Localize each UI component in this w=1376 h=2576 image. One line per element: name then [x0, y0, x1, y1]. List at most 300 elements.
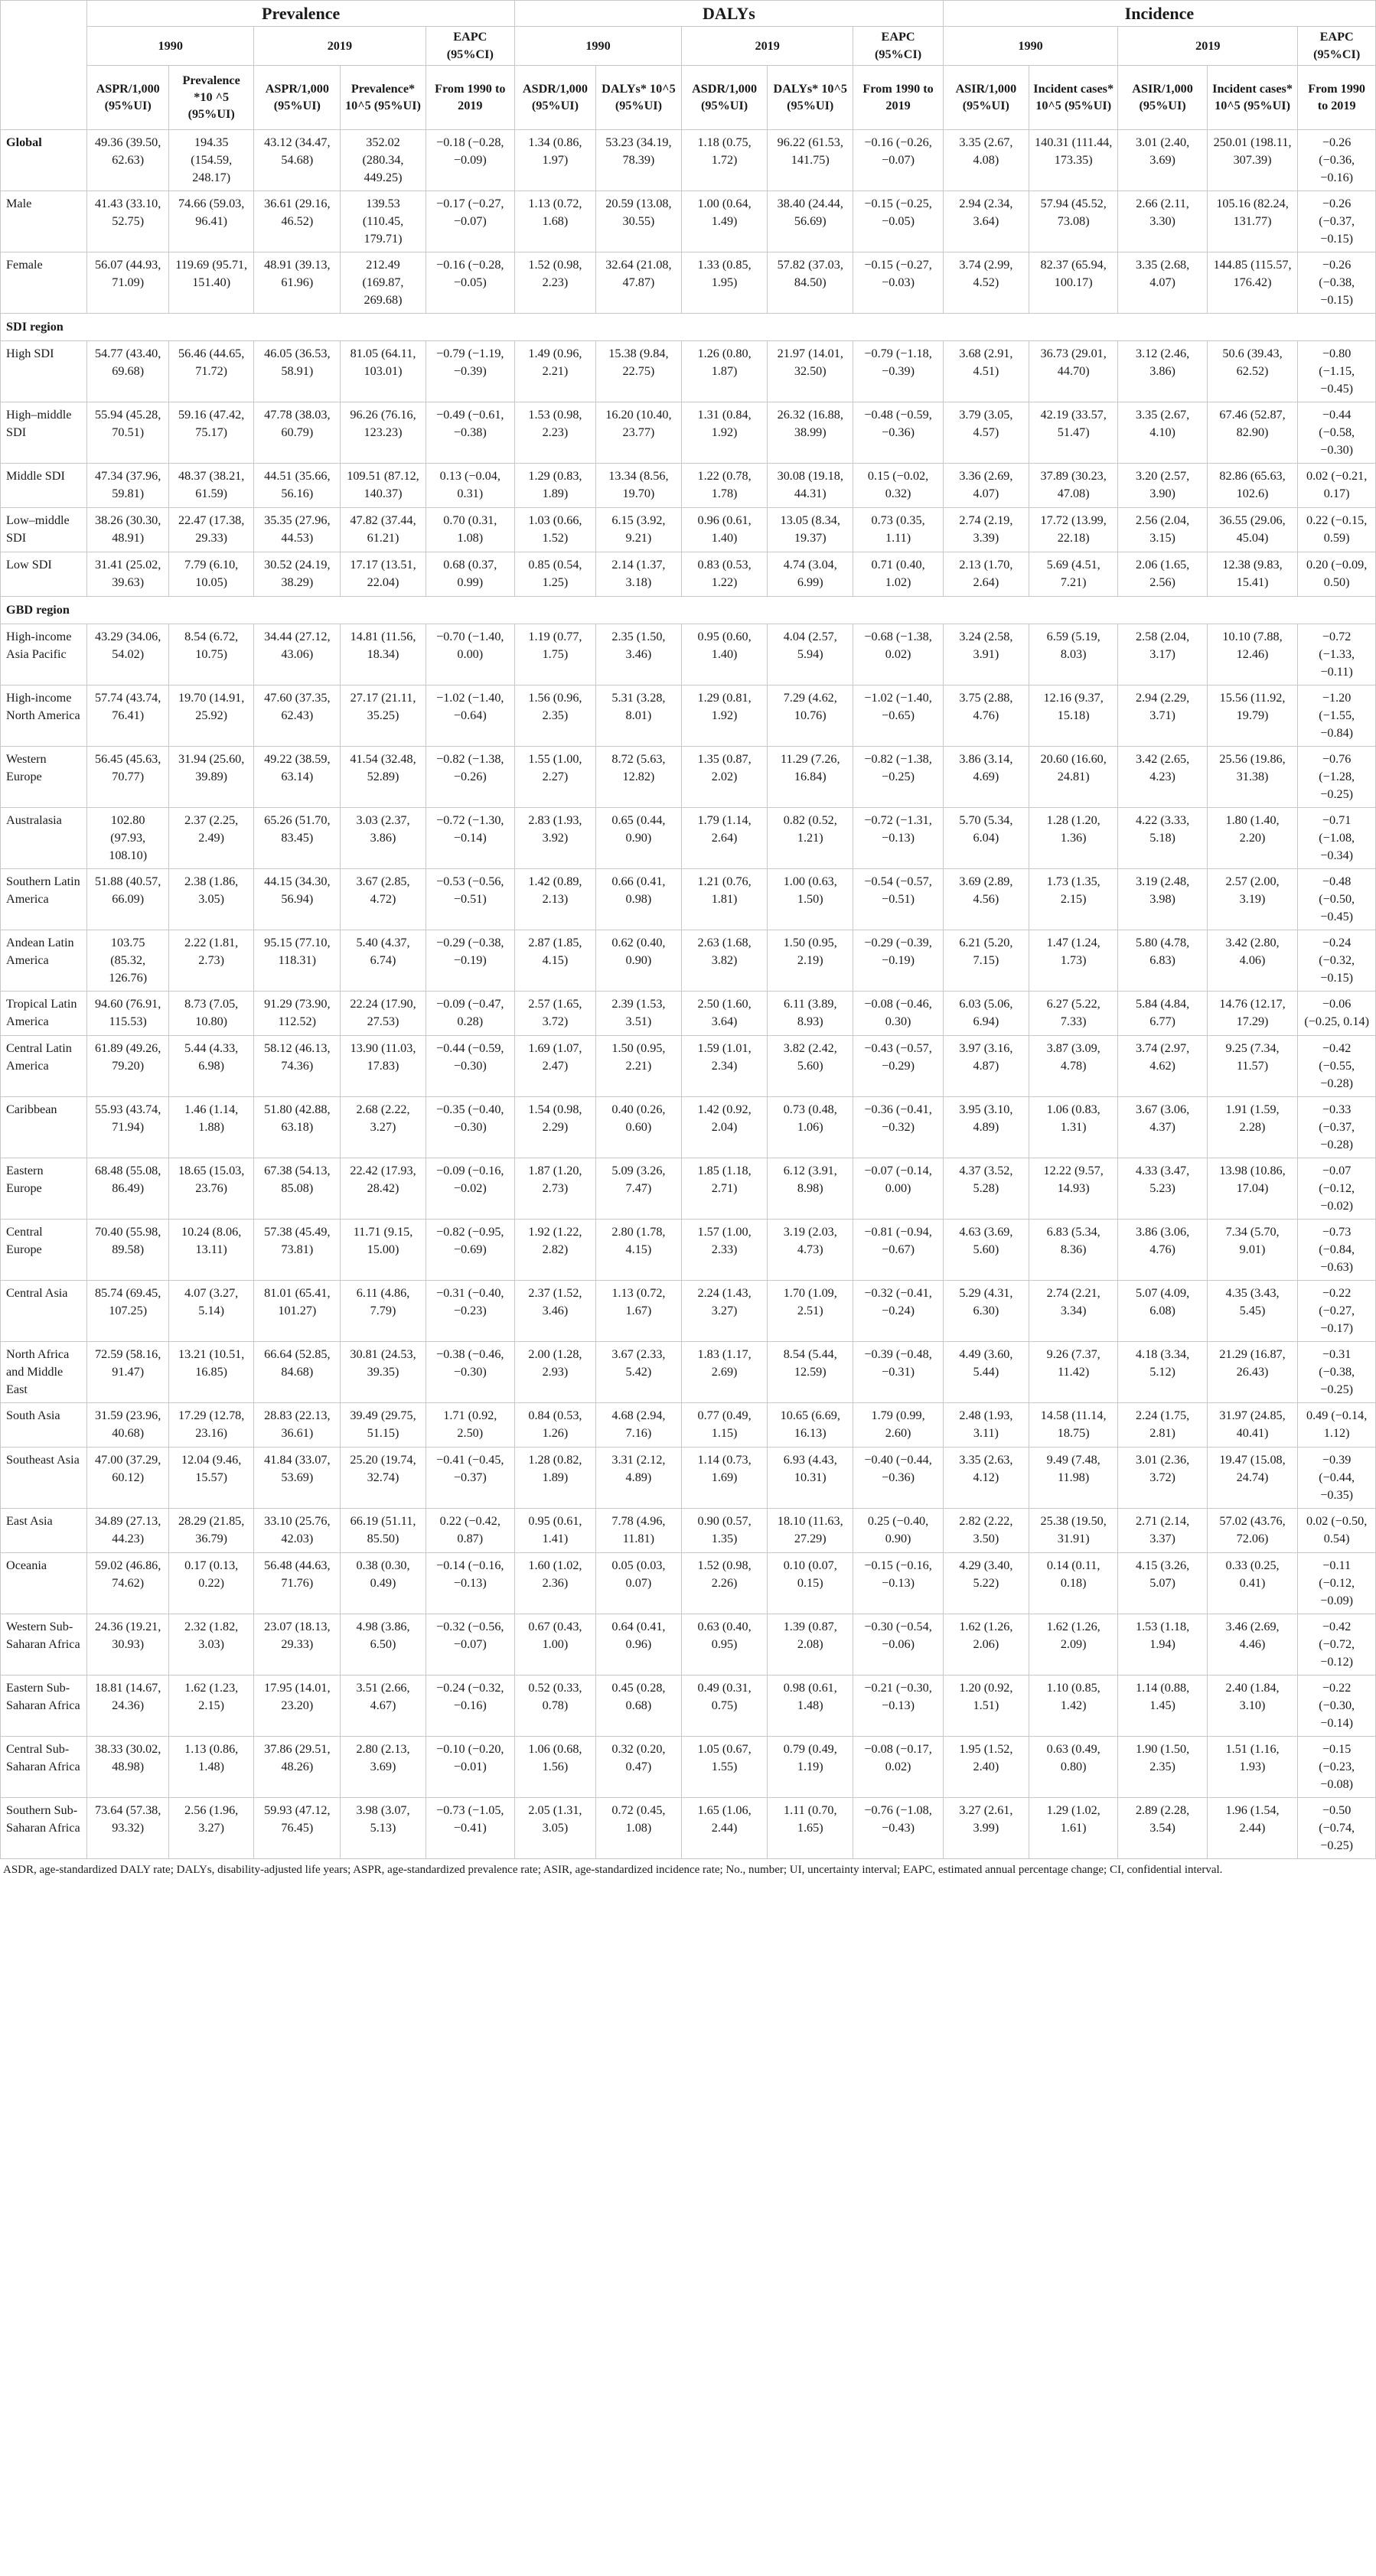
table-cell: 46.05 (36.53, 58.91) [254, 341, 341, 402]
table-cell: 1.28 (1.20, 1.36) [1029, 808, 1117, 869]
table-cell: 13.90 (11.03, 17.83) [341, 1036, 426, 1097]
table-cell: −0.31 (−0.38, −0.25) [1298, 1342, 1376, 1403]
table-cell: 3.67 (2.33, 5.42) [595, 1342, 681, 1403]
table-cell: 66.19 (51.11, 85.50) [341, 1509, 426, 1553]
table-cell: 0.10 (0.07, 0.15) [768, 1553, 853, 1614]
table-cell: 3.20 (2.57, 3.90) [1118, 464, 1207, 508]
section-title: SDI region [1, 314, 1376, 341]
table-cell: 0.52 (0.33, 0.78) [515, 1676, 596, 1737]
table-cell: 22.42 (17.93, 28.42) [341, 1158, 426, 1220]
table-cell: −0.82 (−1.38, −0.26) [426, 747, 514, 808]
table-cell: −0.26 (−0.37, −0.15) [1298, 191, 1376, 252]
col-header: Incident cases* 10^5 (95%UI) [1207, 66, 1298, 130]
table-cell: 38.26 (30.30, 48.91) [87, 508, 169, 552]
table-cell: 32.64 (21.08, 47.87) [595, 252, 681, 314]
table-cell: 82.86 (65.63, 102.6) [1207, 464, 1298, 508]
table-cell: 1.28 (0.82, 1.89) [515, 1448, 596, 1509]
table-cell: −1.02 (−1.40, −0.64) [426, 686, 514, 747]
table-cell: 13.05 (8.34, 19.37) [768, 508, 853, 552]
table-cell: 42.19 (33.57, 51.47) [1029, 402, 1117, 464]
table-cell: 144.85 (115.57, 176.42) [1207, 252, 1298, 314]
table-cell: 30.52 (24.19, 38.29) [254, 552, 341, 597]
table-cell: 2.35 (1.50, 3.46) [595, 624, 681, 686]
table-cell: −0.15 (−0.27, −0.03) [853, 252, 943, 314]
table-cell: 61.89 (49.26, 79.20) [87, 1036, 169, 1097]
table-row [1, 1553, 1376, 1614]
table-cell: 36.73 (29.01, 44.70) [1029, 341, 1117, 402]
table-cell: 4.33 (3.47, 5.23) [1118, 1158, 1207, 1220]
table-cell: 27.17 (21.11, 35.25) [341, 686, 426, 747]
table-cell: 0.22 (−0.42, 0.87) [426, 1509, 514, 1553]
table-row [1, 747, 1376, 808]
row-label: High-income Asia Pacific [1, 624, 87, 686]
table-cell: 2.48 (1.93, 3.11) [943, 1403, 1029, 1448]
row-label: South Asia [1, 1403, 87, 1448]
row-label: Male [1, 191, 87, 252]
table-cell: 58.12 (46.13, 74.36) [254, 1036, 341, 1097]
table-cell: 3.19 (2.03, 4.73) [768, 1220, 853, 1281]
row-label: Southern Sub-Saharan Africa [1, 1798, 87, 1859]
table-cell: 1.42 (0.89, 2.13) [515, 869, 596, 930]
table-cell: 1.29 (1.02, 1.61) [1029, 1798, 1117, 1859]
table-cell: 1.06 (0.83, 1.31) [1029, 1097, 1117, 1158]
table-cell: −0.09 (−0.16, −0.02) [426, 1158, 514, 1220]
table-cell: 1.91 (1.59, 2.28) [1207, 1097, 1298, 1158]
table-cell: 6.59 (5.19, 8.03) [1029, 624, 1117, 686]
table-cell: −0.06 (−0.25, 0.14) [1298, 992, 1376, 1036]
table-cell: −0.08 (−0.17, 0.02) [853, 1737, 943, 1798]
table-cell: 5.80 (4.78, 6.83) [1118, 930, 1207, 992]
table-header [1, 1, 1376, 130]
section-title: GBD region [1, 597, 1376, 624]
table-cell: 15.56 (11.92, 19.79) [1207, 686, 1298, 747]
table-cell: 1.21 (0.76, 1.81) [682, 869, 768, 930]
col-header: From 1990 to 2019 [426, 66, 514, 130]
col-header: Prevalence* 10^5 (95%UI) [341, 66, 426, 130]
table-cell: 1.18 (0.75, 1.72) [682, 130, 768, 191]
table-cell: −0.16 (−0.26, −0.07) [853, 130, 943, 191]
table-cell: 20.60 (16.60, 24.81) [1029, 747, 1117, 808]
table-cell: 0.05 (0.03, 0.07) [595, 1553, 681, 1614]
table-cell: 30.81 (24.53, 39.35) [341, 1342, 426, 1403]
table-cell: 73.64 (57.38, 93.32) [87, 1798, 169, 1859]
col-header: Prevalence *10 ^5 (95%UI) [169, 66, 254, 130]
table-cell: 57.94 (45.52, 73.08) [1029, 191, 1117, 252]
table-cell: 17.29 (12.78, 23.16) [169, 1403, 254, 1448]
table-cell: 2.39 (1.53, 3.51) [595, 992, 681, 1036]
table-row [1, 191, 1376, 252]
table-row [1, 1798, 1376, 1859]
table-cell: 1.19 (0.77, 1.75) [515, 624, 596, 686]
table-cell: 2.63 (1.68, 3.82) [682, 930, 768, 992]
table-cell: 51.88 (40.57, 66.09) [87, 869, 169, 930]
table-cell: 2.83 (1.93, 3.92) [515, 808, 596, 869]
table-cell: −0.07 (−0.14, 0.00) [853, 1158, 943, 1220]
table-cell: 1.65 (1.06, 2.44) [682, 1798, 768, 1859]
table-cell: 5.07 (4.09, 6.08) [1118, 1281, 1207, 1342]
table-cell: 2.13 (1.70, 2.64) [943, 552, 1029, 597]
table-cell: 0.66 (0.41, 0.98) [595, 869, 681, 930]
table-row [1, 992, 1376, 1036]
table-cell: 26.32 (16.88, 38.99) [768, 402, 853, 464]
table-cell: −0.07 (−0.12, −0.02) [1298, 1158, 1376, 1220]
table-cell: 1.49 (0.96, 2.21) [515, 341, 596, 402]
table-cell: 3.35 (2.67, 4.10) [1118, 402, 1207, 464]
table-cell: 2.57 (2.00, 3.19) [1207, 869, 1298, 930]
table-cell: 0.96 (0.61, 1.40) [682, 508, 768, 552]
prev-eapc-header: EAPC (95%CI) [426, 27, 514, 66]
table-cell: 3.35 (2.68, 4.07) [1118, 252, 1207, 314]
table-cell: 1.50 (0.95, 2.19) [768, 930, 853, 992]
table-cell: −0.76 (−1.08, −0.43) [853, 1798, 943, 1859]
table-cell: 96.26 (76.16, 123.23) [341, 402, 426, 464]
table-cell: 2.06 (1.65, 2.56) [1118, 552, 1207, 597]
table-cell: 0.13 (−0.04, 0.31) [426, 464, 514, 508]
table-cell: 65.26 (51.70, 83.45) [254, 808, 341, 869]
corner-cell [1, 1, 87, 130]
table-cell: 1.34 (0.86, 1.97) [515, 130, 596, 191]
table-cell: 6.15 (3.92, 9.21) [595, 508, 681, 552]
table-cell: −0.18 (−0.28, −0.09) [426, 130, 514, 191]
table-cell: 0.70 (0.31, 1.08) [426, 508, 514, 552]
table-cell: 4.07 (3.27, 5.14) [169, 1281, 254, 1342]
table-cell: −0.16 (−0.28, −0.05) [426, 252, 514, 314]
table-cell: 1.26 (0.80, 1.87) [682, 341, 768, 402]
table-cell: −0.17 (−0.27, −0.07) [426, 191, 514, 252]
table-cell: 1.29 (0.81, 1.92) [682, 686, 768, 747]
table-cell: −0.24 (−0.32, −0.15) [1298, 930, 1376, 992]
col-header: Incident cases* 10^5 (95%UI) [1029, 66, 1117, 130]
table-cell: 41.54 (32.48, 52.89) [341, 747, 426, 808]
table-cell: 0.62 (0.40, 0.90) [595, 930, 681, 992]
table-cell: 67.38 (54.13, 85.08) [254, 1158, 341, 1220]
table-cell: 0.73 (0.35, 1.11) [853, 508, 943, 552]
table-cell: −0.11 (−0.12, −0.09) [1298, 1553, 1376, 1614]
table-cell: 18.10 (11.63, 27.29) [768, 1509, 853, 1553]
table-cell: 81.05 (64.11, 103.01) [341, 341, 426, 402]
table-cell: 21.29 (16.87, 26.43) [1207, 1342, 1298, 1403]
table-cell: 43.29 (34.06, 54.02) [87, 624, 169, 686]
table-cell: 0.38 (0.30, 0.49) [341, 1553, 426, 1614]
table-cell: 2.37 (2.25, 2.49) [169, 808, 254, 869]
prev-year-1990: 1990 [87, 27, 254, 66]
table-cell: −0.82 (−1.38, −0.25) [853, 747, 943, 808]
table-cell: 3.79 (3.05, 4.57) [943, 402, 1029, 464]
table-cell: 1.60 (1.02, 2.36) [515, 1553, 596, 1614]
table-cell: 25.38 (19.50, 31.91) [1029, 1509, 1117, 1553]
table-cell: 2.24 (1.75, 2.81) [1118, 1403, 1207, 1448]
table-cell: 12.04 (9.46, 15.57) [169, 1448, 254, 1509]
table-cell: 4.29 (3.40, 5.22) [943, 1553, 1029, 1614]
table-cell: 9.25 (7.34, 11.57) [1207, 1036, 1298, 1097]
table-cell: 39.49 (29.75, 51.15) [341, 1403, 426, 1448]
table-row [1, 341, 1376, 402]
table-cell: 212.49 (169.87, 269.68) [341, 252, 426, 314]
table-cell: 41.84 (33.07, 53.69) [254, 1448, 341, 1509]
table-cell: 57.38 (45.49, 73.81) [254, 1220, 341, 1281]
table-cell: −0.30 (−0.54, −0.06) [853, 1614, 943, 1676]
table-cell: 3.42 (2.80, 4.06) [1207, 930, 1298, 992]
table-cell: 250.01 (198.11, 307.39) [1207, 130, 1298, 191]
col-header: From 1990 to 2019 [853, 66, 943, 130]
table-cell: 1.92 (1.22, 2.82) [515, 1220, 596, 1281]
table-cell: 85.74 (69.45, 107.25) [87, 1281, 169, 1342]
table-cell: 1.59 (1.01, 2.34) [682, 1036, 768, 1097]
row-label: Caribbean [1, 1097, 87, 1158]
table-cell: 44.51 (35.66, 56.16) [254, 464, 341, 508]
group-header-prevalence: Prevalence [87, 1, 515, 27]
table-cell: 7.79 (6.10, 10.05) [169, 552, 254, 597]
table-cell: 3.69 (2.89, 4.56) [943, 869, 1029, 930]
row-label: Tropical Latin America [1, 992, 87, 1036]
table-cell: −0.36 (−0.41, −0.32) [853, 1097, 943, 1158]
table-cell: 10.10 (7.88, 12.46) [1207, 624, 1298, 686]
table-row [1, 1342, 1376, 1403]
table-row [1, 1614, 1376, 1676]
table-cell: 5.84 (4.84, 6.77) [1118, 992, 1207, 1036]
table-cell: 59.02 (46.86, 74.62) [87, 1553, 169, 1614]
table-cell: −0.35 (−0.40, −0.30) [426, 1097, 514, 1158]
table-cell: 1.46 (1.14, 1.88) [169, 1097, 254, 1158]
table-cell: 95.15 (77.10, 118.31) [254, 930, 341, 992]
table-cell: 0.82 (0.52, 1.21) [768, 808, 853, 869]
table-cell: 2.58 (2.04, 3.17) [1118, 624, 1207, 686]
table-row [1, 808, 1376, 869]
table-cell: −0.73 (−0.84, −0.63) [1298, 1220, 1376, 1281]
row-label: Oceania [1, 1553, 87, 1614]
table-cell: 55.93 (43.74, 71.94) [87, 1097, 169, 1158]
table-cell: 2.38 (1.86, 3.05) [169, 869, 254, 930]
table-cell: 3.01 (2.40, 3.69) [1118, 130, 1207, 191]
table-row [1, 552, 1376, 597]
table-cell: 70.40 (55.98, 89.58) [87, 1220, 169, 1281]
table-cell: 109.51 (87.12, 140.37) [341, 464, 426, 508]
table-cell: −0.72 (−1.30, −0.14) [426, 808, 514, 869]
table-cell: 3.27 (2.61, 3.99) [943, 1798, 1029, 1859]
table-cell: 1.71 (0.92, 2.50) [426, 1403, 514, 1448]
table-cell: 2.57 (1.65, 3.72) [515, 992, 596, 1036]
table-cell: 59.16 (47.42, 75.17) [169, 402, 254, 464]
table-cell: −0.29 (−0.38, −0.19) [426, 930, 514, 992]
table-row [1, 1737, 1376, 1798]
table-cell: 18.65 (15.03, 23.76) [169, 1158, 254, 1220]
table-cell: 1.10 (0.85, 1.42) [1029, 1676, 1117, 1737]
table-cell: 1.70 (1.09, 2.51) [768, 1281, 853, 1342]
table-cell: 1.87 (1.20, 2.73) [515, 1158, 596, 1220]
table-cell: 12.38 (9.83, 15.41) [1207, 552, 1298, 597]
table-cell: 0.95 (0.61, 1.41) [515, 1509, 596, 1553]
table-cell: 0.33 (0.25, 0.41) [1207, 1553, 1298, 1614]
table-cell: 4.04 (2.57, 5.94) [768, 624, 853, 686]
inc-year-1990: 1990 [943, 27, 1118, 66]
table-cell: 3.12 (2.46, 3.86) [1118, 341, 1207, 402]
table-cell: 4.18 (3.34, 5.12) [1118, 1342, 1207, 1403]
table-row [1, 686, 1376, 747]
table-cell: −0.54 (−0.57, −0.51) [853, 869, 943, 930]
table-cell: 55.94 (45.28, 70.51) [87, 402, 169, 464]
table-cell: −0.44 (−0.58, −0.30) [1298, 402, 1376, 464]
table-cell: 28.83 (22.13, 36.61) [254, 1403, 341, 1448]
table-cell: 1.00 (0.63, 1.50) [768, 869, 853, 930]
table-cell: −1.02 (−1.40, −0.65) [853, 686, 943, 747]
table-cell: 34.89 (27.13, 44.23) [87, 1509, 169, 1553]
table-cell: 31.94 (25.60, 39.89) [169, 747, 254, 808]
row-label: Female [1, 252, 87, 314]
table-cell: 38.40 (24.44, 56.69) [768, 191, 853, 252]
table-cell: 6.11 (3.89, 8.93) [768, 992, 853, 1036]
table-cell: 2.94 (2.34, 3.64) [943, 191, 1029, 252]
table-cell: 36.61 (29.16, 46.52) [254, 191, 341, 252]
table-cell: −0.72 (−1.31, −0.13) [853, 808, 943, 869]
col-header: ASIR/1,000 (95%UI) [943, 66, 1029, 130]
table-row [1, 1281, 1376, 1342]
daly-year-1990: 1990 [515, 27, 682, 66]
table-cell: 1.52 (0.98, 2.26) [682, 1553, 768, 1614]
table-cell: 7.29 (4.62, 10.76) [768, 686, 853, 747]
row-label: Central Asia [1, 1281, 87, 1342]
table-cell: 0.15 (−0.02, 0.32) [853, 464, 943, 508]
table-cell: 1.62 (1.23, 2.15) [169, 1676, 254, 1737]
table-cell: 2.37 (1.52, 3.46) [515, 1281, 596, 1342]
table-cell: 0.63 (0.40, 0.95) [682, 1614, 768, 1676]
group-header-incidence: Incidence [943, 1, 1375, 27]
table-cell: 3.67 (2.85, 4.72) [341, 869, 426, 930]
table-cell: −0.24 (−0.32, −0.16) [426, 1676, 514, 1737]
table-cell: −0.70 (−1.40, 0.00) [426, 624, 514, 686]
table-cell: 6.11 (4.86, 7.79) [341, 1281, 426, 1342]
table-cell: 139.53 (110.45, 179.71) [341, 191, 426, 252]
table-cell: 82.37 (65.94, 100.17) [1029, 252, 1117, 314]
table-cell: 1.79 (0.99, 2.60) [853, 1403, 943, 1448]
table-cell: 67.46 (52.87, 82.90) [1207, 402, 1298, 464]
table-cell: 0.72 (0.45, 1.08) [595, 1798, 681, 1859]
table-cell: 19.47 (15.08, 24.74) [1207, 1448, 1298, 1509]
table-cell: 21.97 (14.01, 32.50) [768, 341, 853, 402]
table-cell: −0.15 (−0.16, −0.13) [853, 1553, 943, 1614]
table-row [1, 1448, 1376, 1509]
table-footnote: ASDR, age-standardized DALY rate; DALYs, disability-adjusted life years; ASPR, age-standardized prevalence rate; ASIR, age-standardized incidence rate; No., number; UI, uncertainty interval; EAPC, estimated annual percentage change; CI, confidential interval. [3, 1864, 1223, 1877]
table-cell: 1.53 (1.18, 1.94) [1118, 1614, 1207, 1676]
table-cell: 4.35 (3.43, 5.45) [1207, 1281, 1298, 1342]
table-cell: 3.31 (2.12, 4.89) [595, 1448, 681, 1509]
table-cell: −0.76 (−1.28, −0.25) [1298, 747, 1376, 808]
row-label: Low SDI [1, 552, 87, 597]
table-cell: 10.65 (6.69, 16.13) [768, 1403, 853, 1448]
table-cell: 22.47 (17.38, 29.33) [169, 508, 254, 552]
table-cell: 6.03 (5.06, 6.94) [943, 992, 1029, 1036]
table-cell: 352.02 (280.34, 449.25) [341, 130, 426, 191]
table-cell: 1.06 (0.68, 1.56) [515, 1737, 596, 1798]
table-cell: 1.03 (0.66, 1.52) [515, 508, 596, 552]
table-cell: 74.66 (59.03, 96.41) [169, 191, 254, 252]
table-cell: 30.08 (19.18, 44.31) [768, 464, 853, 508]
table-cell: 3.68 (2.91, 4.51) [943, 341, 1029, 402]
section-header-row [1, 314, 1376, 341]
row-label: Eastern Europe [1, 1158, 87, 1220]
table-cell: 0.40 (0.26, 0.60) [595, 1097, 681, 1158]
table-cell: 3.51 (2.66, 4.67) [341, 1676, 426, 1737]
table-row [1, 1097, 1376, 1158]
table-cell: 2.00 (1.28, 2.93) [515, 1342, 596, 1403]
table-cell: 50.6 (39.43, 62.52) [1207, 341, 1298, 402]
table-cell: 1.13 (0.72, 1.67) [595, 1281, 681, 1342]
table-cell: 10.24 (8.06, 13.11) [169, 1220, 254, 1281]
table-cell: 0.84 (0.53, 1.26) [515, 1403, 596, 1448]
table-cell: 48.91 (39.13, 61.96) [254, 252, 341, 314]
table-cell: 5.29 (4.31, 6.30) [943, 1281, 1029, 1342]
table-cell: 0.79 (0.49, 1.19) [768, 1737, 853, 1798]
table-cell: 56.45 (45.63, 70.77) [87, 747, 169, 808]
table-cell: −0.42 (−0.72, −0.12) [1298, 1614, 1376, 1676]
table-cell: 25.20 (19.74, 32.74) [341, 1448, 426, 1509]
table-cell: 2.89 (2.28, 3.54) [1118, 1798, 1207, 1859]
table-cell: 33.10 (25.76, 42.03) [254, 1509, 341, 1553]
table-cell: 57.02 (43.76, 72.06) [1207, 1509, 1298, 1553]
table-cell: −0.50 (−0.74, −0.25) [1298, 1798, 1376, 1859]
table-cell: 51.80 (42.88, 63.18) [254, 1097, 341, 1158]
table-cell: 1.62 (1.26, 2.06) [943, 1614, 1029, 1676]
table-cell: 1.69 (1.07, 2.47) [515, 1036, 596, 1097]
table-cell: 3.86 (3.14, 4.69) [943, 747, 1029, 808]
table-cell: 14.58 (11.14, 18.75) [1029, 1403, 1117, 1448]
table-cell: 3.82 (2.42, 5.60) [768, 1036, 853, 1097]
table-cell: 2.24 (1.43, 3.27) [682, 1281, 768, 1342]
row-label: Global [1, 130, 87, 191]
table-cell: 15.38 (9.84, 22.75) [595, 341, 681, 402]
table-cell: 6.12 (3.91, 8.98) [768, 1158, 853, 1220]
table-body [1, 130, 1376, 1859]
table-cell: 5.40 (4.37, 6.74) [341, 930, 426, 992]
table-cell: 2.74 (2.21, 3.34) [1029, 1281, 1117, 1342]
table-cell: 23.07 (18.13, 29.33) [254, 1614, 341, 1676]
row-label: Southeast Asia [1, 1448, 87, 1509]
table-cell: −0.15 (−0.25, −0.05) [853, 191, 943, 252]
table-cell: −0.10 (−0.20, −0.01) [426, 1737, 514, 1798]
table-cell: 44.15 (34.30, 56.94) [254, 869, 341, 930]
col-header: DALYs* 10^5 (95%UI) [768, 66, 853, 130]
table-cell: 4.15 (3.26, 5.07) [1118, 1553, 1207, 1614]
table-cell: 1.79 (1.14, 2.64) [682, 808, 768, 869]
table-cell: 2.74 (2.19, 3.39) [943, 508, 1029, 552]
table-cell: 47.00 (37.29, 60.12) [87, 1448, 169, 1509]
table-cell: 31.59 (23.96, 40.68) [87, 1403, 169, 1448]
table-cell: 1.54 (0.98, 2.29) [515, 1097, 596, 1158]
row-label: Southern Latin America [1, 869, 87, 930]
table-cell: −0.38 (−0.46, −0.30) [426, 1342, 514, 1403]
table-cell: 68.48 (55.08, 86.49) [87, 1158, 169, 1220]
table-cell: 1.56 (0.96, 2.35) [515, 686, 596, 747]
table-cell: 1.00 (0.64, 1.49) [682, 191, 768, 252]
row-label: Eastern Sub-Saharan Africa [1, 1676, 87, 1737]
table-cell: 57.82 (37.03, 84.50) [768, 252, 853, 314]
table-cell: 4.37 (3.52, 5.28) [943, 1158, 1029, 1220]
row-label: Middle SDI [1, 464, 87, 508]
table-cell: 2.32 (1.82, 3.03) [169, 1614, 254, 1676]
row-label: Western Sub-Saharan Africa [1, 1614, 87, 1676]
table-row [1, 402, 1376, 464]
row-label: East Asia [1, 1509, 87, 1553]
table-cell: 3.01 (2.36, 3.72) [1118, 1448, 1207, 1509]
table-cell: 96.22 (61.53, 141.75) [768, 130, 853, 191]
table-cell: −0.82 (−0.95, −0.69) [426, 1220, 514, 1281]
table-cell: 0.85 (0.54, 1.25) [515, 552, 596, 597]
table-cell: 56.07 (44.93, 71.09) [87, 252, 169, 314]
table-cell: −0.32 (−0.56, −0.07) [426, 1614, 514, 1676]
table-cell: 0.64 (0.41, 0.96) [595, 1614, 681, 1676]
row-label: North Africa and Middle East [1, 1342, 87, 1403]
table-cell: 0.95 (0.60, 1.40) [682, 624, 768, 686]
table-cell: 43.12 (34.47, 54.68) [254, 130, 341, 191]
